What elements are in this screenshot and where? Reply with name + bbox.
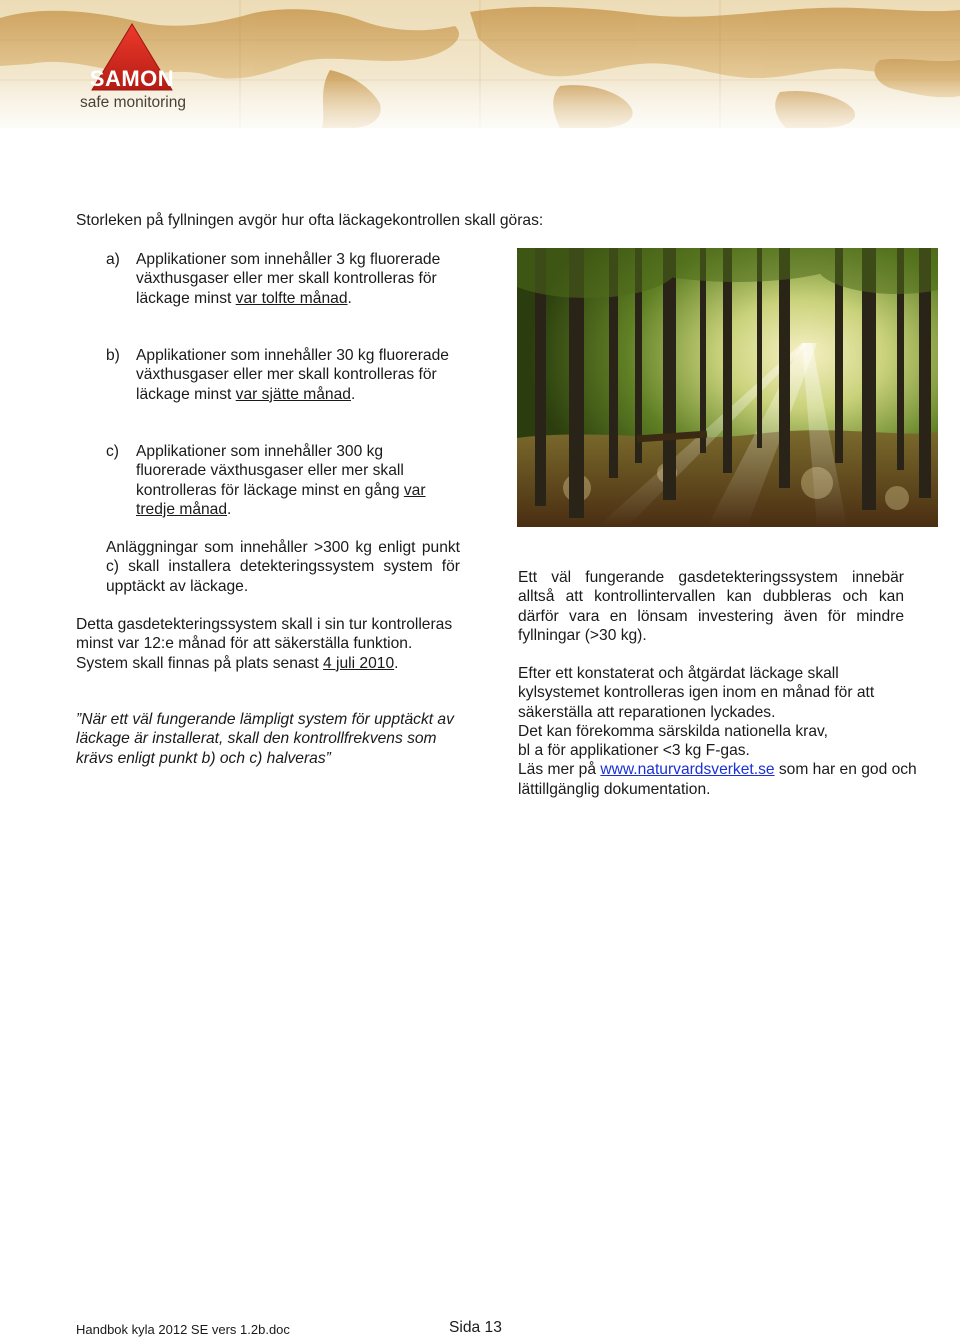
list-text: Applikationer som innehåller 300 kg fluorerade växthusgaser eller mer skall kontrolleras för läckage minst en gång [136,443,404,499]
list-marker: b) [106,347,120,364]
frequency-underlined: var tolfte månad [235,289,348,307]
list-marker: a) [106,251,120,268]
footer-page-number: Sida 13 [449,1319,502,1336]
list-item-b: b) Applikationer som innehåller 30 kg fluorerade växthusgaser eller mer skall kontrolleras för läckage minst var sjätte månad. [106,347,449,403]
frequency-underlined: var tredje månad [136,481,426,518]
naturvardsverket-link[interactable]: www.naturvardsverket.se [600,761,775,779]
samon-logo [78,22,190,114]
list-item-c: c) Applikationer som innehåller 300 kg fluorerade växthusgaser eller mer skall kontrolleras för läckage minst en gång var tredje månad. [106,443,426,518]
logo-brand-text: SAMON [89,66,175,91]
forest-photo [517,248,938,527]
frequency-underlined: var sjätte månad [235,385,351,403]
regulation-quote: ”När ett väl fungerande lämpligt system för upptäckt av läckage är installerat, skall den kontrollfrekvens som krävs enligt punkt b) och c) halveras” [76,711,454,767]
list-marker: c) [106,443,119,460]
after-leak-paragraph: Efter ett konstaterat och åtgärdat läckage skall kylsystemet kontrolleras igen inom en månad för att säkerställa att reparationen lyckades. Det kan förekomma särskilda nationella krav, bl a för applikationer <3 kg F-gas. Läs mer på www.naturvardsverket.se som har en god och lättillgänglig dokumentation. [518,665,917,798]
intro-text: Storleken på fyllningen avgör hur ofta läckagekontrollen skall göras: [76,212,544,229]
detection-benefit-paragraph: Ett väl fungerande gasdetekteringssystem innebär alltså att kontrollintervallen kan dubbleras och kan därför vara en lönsam investering även för mindre fyllningar (>30 kg). [518,569,904,644]
footer-document-name: Handbok kyla 2012 SE vers 1.2b.doc [76,1322,290,1337]
list-text: Applikationer som innehåller 3 kg fluorerade växthusgaser eller mer skall kontrolleras för läckage minst [136,251,441,307]
logo-tagline: safe monitoring [80,94,186,111]
deadline-date: 4 juli 2010 [323,654,395,672]
page-header [0,0,960,128]
list-item-a: a) Applikationer som innehåller 3 kg fluorerade växthusgaser eller mer skall kontrolleras för läckage minst var tolfte månad. [106,251,441,307]
detta-paragraph: Detta gasdetekteringssystem skall i sin tur kontrolleras minst var 12:e månad för att säkerställa funktion. System skall finnas på plats senast 4 juli 2010. [76,616,453,672]
anlaggningar-paragraph: Anläggningar som innehåller >300 kg enligt punkt c) skall installera detekteringssystem system för upptäckt av läckage. [106,539,460,595]
list-text: Applikationer som innehåller 30 kg fluorerade växthusgaser eller mer skall kontrolleras för läckage minst [136,347,449,403]
